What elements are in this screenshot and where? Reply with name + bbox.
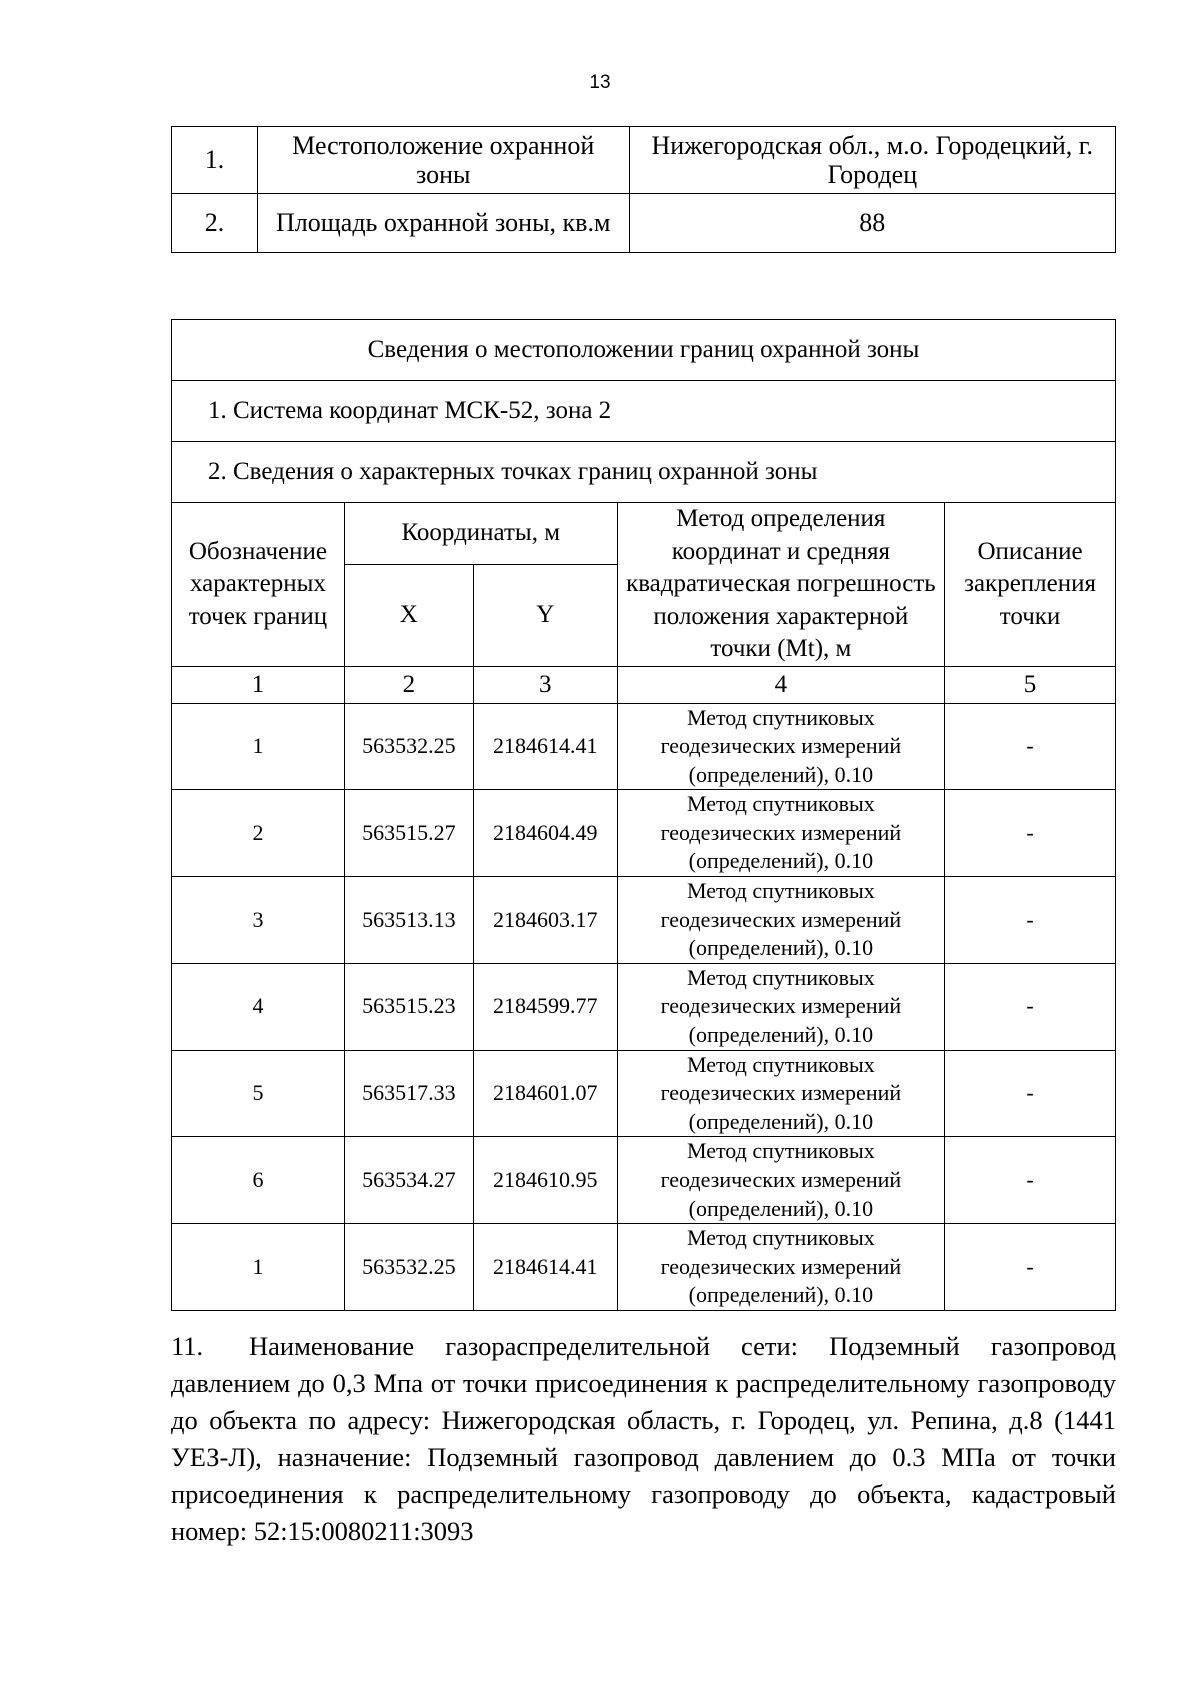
- column-number: 2: [344, 666, 473, 703]
- header-y: Y: [473, 564, 617, 666]
- point-description: -: [945, 1224, 1116, 1311]
- point-method: Метод спутниковых геодезических измерений (определений), 0.10: [617, 1224, 944, 1311]
- paragraph-text: Наименование газораспределительной сети: Подземный газопровод давлением до 0,3 Мпа от точки присоединения к распределительному газопроводу до объекта по адресу: Нижегородская область, г. Городец, ул. Репина, д.8 (1441 УЕЗ-Л), назначение: Подземный газопровод давлением до 0.3 МПа от точки присоединения к распределительному газопроводу до объекта, кадастровый номер: 52:15:0080211:3093: [171, 1331, 1116, 1546]
- point-method: Метод спутниковых геодезических измерений (определений), 0.10: [617, 1137, 944, 1224]
- point-x: 563515.23: [344, 963, 473, 1050]
- table-row: [172, 1137, 1116, 1224]
- point-description: -: [945, 1050, 1116, 1137]
- point-y: 2184599.77: [473, 963, 617, 1050]
- point-y: 2184614.41: [473, 703, 617, 790]
- header-method: Метод определения координат и средняя квадратическая погрешность положения характерной точки (Mt), м: [617, 503, 944, 667]
- row-label: Местоположение охранной зоны: [257, 127, 629, 194]
- row-value: Нижегородская обл., м.о. Городецкий, г. Городец: [629, 127, 1115, 194]
- points-heading: 2. Сведения о характерных точках границ охранной зоны: [172, 442, 1116, 503]
- point-id: 1: [172, 1224, 345, 1311]
- point-method: Метод спутниковых геодезических измерений (определений), 0.10: [617, 790, 944, 877]
- page-number: 13: [589, 72, 611, 93]
- header-designation: Обозначение характерных точек границ: [172, 503, 345, 667]
- table-row: [172, 963, 1116, 1050]
- point-description: -: [945, 1137, 1116, 1224]
- header-x: X: [344, 564, 473, 666]
- table-row: [172, 790, 1116, 877]
- column-number: 5: [945, 666, 1116, 703]
- point-description: -: [945, 877, 1116, 964]
- point-method: Метод спутниковых геодезических измерений (определений), 0.10: [617, 703, 944, 790]
- coordinate-system: 1. Система координат МСК-52, зона 2: [172, 381, 1116, 442]
- row-value: 88: [629, 194, 1115, 253]
- point-id: 3: [172, 877, 345, 964]
- column-number: 3: [473, 666, 617, 703]
- point-id: 4: [172, 963, 345, 1050]
- header-description: Описание закрепления точки: [945, 503, 1116, 667]
- point-description: -: [945, 790, 1116, 877]
- point-method: Метод спутниковых геодезических измерений (определений), 0.10: [617, 877, 944, 964]
- table-title: Сведения о местоположении границ охранной зоны: [172, 320, 1116, 381]
- boundary-coordinates-table: [171, 319, 1116, 1311]
- point-id: 6: [172, 1137, 345, 1224]
- point-method: Метод спутниковых геодезических измерений (определений), 0.10: [617, 1050, 944, 1137]
- point-method: Метод спутниковых геодезических измерений (определений), 0.10: [617, 963, 944, 1050]
- point-y: 2184604.49: [473, 790, 617, 877]
- table-row: [172, 127, 1116, 194]
- point-x: 563532.25: [344, 1224, 473, 1311]
- point-x: 563532.25: [344, 703, 473, 790]
- paragraph-number: 11.: [171, 1331, 204, 1361]
- point-y: 2184610.95: [473, 1137, 617, 1224]
- table-row: [172, 194, 1116, 253]
- row-label: Площадь охранной зоны, кв.м: [257, 194, 629, 253]
- point-y: 2184603.17: [473, 877, 617, 964]
- zone-info-table: [171, 126, 1116, 253]
- header-coordinates: Координаты, м: [344, 503, 617, 565]
- table-row: [172, 703, 1116, 790]
- point-description: -: [945, 703, 1116, 790]
- table-row: [172, 877, 1116, 964]
- point-x: 563513.13: [344, 877, 473, 964]
- point-description: -: [945, 963, 1116, 1050]
- point-x: 563517.33: [344, 1050, 473, 1137]
- row-number: 1.: [172, 127, 258, 194]
- point-x: 563534.27: [344, 1137, 473, 1224]
- point-y: 2184614.41: [473, 1224, 617, 1311]
- gas-network-paragraph: [171, 1328, 1116, 1550]
- point-x: 563515.27: [344, 790, 473, 877]
- row-number: 2.: [172, 194, 258, 253]
- table-row: [172, 1224, 1116, 1311]
- column-number: 4: [617, 666, 944, 703]
- point-id: 2: [172, 790, 345, 877]
- point-id: 5: [172, 1050, 345, 1137]
- table-row: [172, 1050, 1116, 1137]
- point-id: 1: [172, 703, 345, 790]
- column-number: 1: [172, 666, 345, 703]
- point-y: 2184601.07: [473, 1050, 617, 1137]
